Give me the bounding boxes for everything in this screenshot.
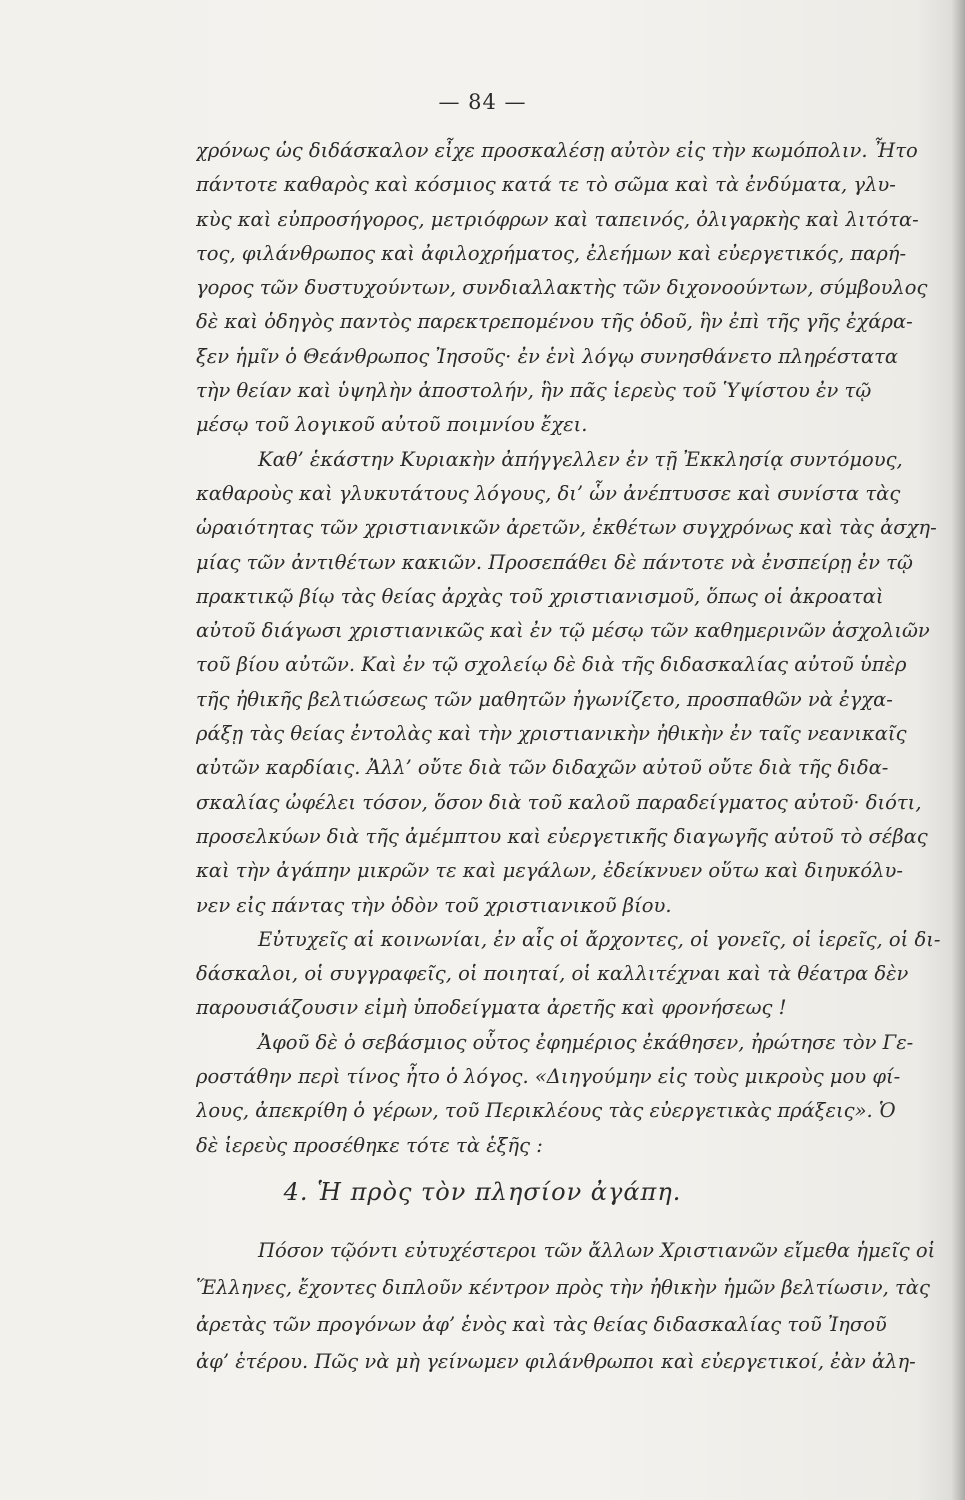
text-line: ράξῃ τὰς θείας ἐντολὰς καὶ τὴν χριστιανικὴν ἠθικὴν ἐν ταῖς νεανικαῖς — [196, 722, 907, 746]
text-line: αὐτῶν καρδίαις. Ἀλλ’ οὔτε διὰ τῶν διδαχῶν αὐτοῦ οὔτε διὰ τῆς διδα- — [196, 756, 889, 780]
text-line: Καθ’ ἑκάστην Κυριακὴν ἀπήγγελλεν ἐν τῇ Ἐκκλησίᾳ συντόμους, — [258, 447, 903, 471]
text-line: νεν εἰς πάντας τὴν ὁδὸν τοῦ χριστιανικοῦ βίου. — [196, 893, 672, 917]
section-body-text — [196, 1232, 956, 1380]
text-line: προσελκύων διὰ τῆς ἀμέμπτου καὶ εὐεργετικῆς διαγωγῆς αὐτοῦ τὸ σέβας — [196, 824, 928, 848]
page-number: — 84 — — [438, 90, 527, 114]
text-line: ξεν ἡμῖν ὁ Θεάνθρωπος Ἰησοῦς· ἐν ἑνὶ λόγῳ συνησθάνετο πληρέστατα — [196, 344, 899, 368]
text-line: καθαροὺς καὶ γλυκυτάτους λόγους, δι’ ὧν ἀνέπτυσσε καὶ συνίστα τὰς — [196, 481, 901, 505]
text-line: Ἀφοῦ δὲ ὁ σεβάσμιος οὗτος ἐφημέριος ἐκάθησεν, ἠρώτησε τὸν Γε- — [258, 1030, 914, 1054]
text-line: τος, φιλάνθρωπος καὶ ἀφιλοχρήματος, ἐλεήμων καὶ εὐεργετικός, παρή- — [196, 241, 907, 265]
text-line: τῆς ἠθικῆς βελτιώσεως τῶν μαθητῶν ἠγωνίζετο, προσπαθῶν νὰ ἐγχα- — [196, 687, 893, 711]
text-line: Πόσον τῷόντι εὐτυχέστεροι τῶν ἄλλων Χριστιανῶν εἴμεθα ἡμεῖς οἱ — [258, 1239, 936, 1262]
text-line: Ἕλληνες, ἔχοντες διπλοῦν κέντρον πρὸς τὴν ἠθικὴν ἡμῶν βελτίωσιν, τὰς — [196, 1276, 930, 1299]
text-line: πρακτικῷ βίῳ τὰς θείας ἀρχὰς τοῦ χριστιανισμοῦ, ὅπως οἱ ἀκροαταὶ — [196, 584, 884, 608]
text-line: κὺς καὶ εὐπροσήγορος, μετριόφρων καὶ ταπεινός, ὀλιγαρκὴς καὶ λιτότα- — [196, 207, 919, 231]
text-line: λους, ἀπεκρίθη ὁ γέρων, τοῦ Περικλέους τὰς εὐεργετικὰς πράξεις». Ὁ — [196, 1099, 896, 1123]
text-line: γορος τῶν δυστυχούντων, συνδιαλλακτὴς τῶν διχονοούντων, σύμβουλος — [196, 276, 928, 300]
text-line: μίας τῶν ἀντιθέτων κακιῶν. Προσεπάθει δὲ πάντοτε νὰ ἐνσπείρῃ ἐν τῷ — [196, 550, 913, 574]
text-line: δὲ καὶ ὁδηγὸς παντὸς παρεκτρεπομένου τῆς ὁδοῦ, ἣν ἐπὶ τῆς γῆς ἐχάρα- — [196, 310, 913, 334]
text-line: πάντοτε καθαρὸς καὶ κόσμιος κατά τε τὸ σῶμα καὶ τὰ ἐνδύματα, γλυ- — [196, 173, 896, 197]
text-line: ἀφ’ ἑτέρου. Πῶς νὰ μὴ γείνωμεν φιλάνθρωποι καὶ εὐεργετικοί, ἐὰν ἀλη- — [196, 1350, 916, 1373]
text-line: τοῦ βίου αὐτῶν. Καὶ ἐν τῷ σχολείῳ δὲ διὰ τῆς διδασκαλίας αὐτοῦ ὑπὲρ — [196, 653, 907, 677]
text-line: καὶ τὴν ἀγάπην μικρῶν τε καὶ μεγάλων, ἐδείκνυεν οὕτω καὶ διηυκόλυ- — [196, 859, 903, 883]
text-line: Εὐτυχεῖς αἱ κοινωνίαι, ἐν αἷς οἱ ἄρχοντες, οἱ γονεῖς, οἱ ἱερεῖς, οἱ δι- — [258, 927, 941, 951]
text-line: σκαλίας ὠφέλει τόσον, ὅσον διὰ τοῦ καλοῦ παραδείγματος αὐτοῦ· διότι, — [196, 790, 922, 814]
text-line: μέσῳ τοῦ λογικοῦ αὐτοῦ ποιμνίου ἔχει. — [196, 413, 588, 437]
text-line: τὴν θείαν καὶ ὑψηλὴν ἀποστολήν, ἣν πᾶς ἱερεὺς τοῦ Ὑψίστου ἐν τῷ — [196, 379, 872, 403]
text-line: δάσκαλοι, οἱ συγγραφεῖς, οἱ ποιηταί, οἱ καλλιτέχναι καὶ τὰ θέατρα δὲν — [196, 962, 909, 986]
body-text — [196, 134, 956, 1163]
text-line: ὡραιότητας τῶν χριστιανικῶν ἀρετῶν, ἐκθέτων συγχρόνως καὶ τὰς ἀσχη- — [196, 516, 937, 540]
text-line: αὐτοῦ διάγωσι χριστιανικῶς καὶ ἐν τῷ μέσῳ τῶν καθημερινῶν ἀσχολιῶν — [196, 619, 930, 643]
section-heading: 4. Ἡ πρὸς τὸν πλησίον ἀγάπη. — [283, 1178, 682, 1206]
text-line: χρόνως ὡς διδάσκαλον εἶχε προσκαλέσῃ αὐτὸν εἰς τὴν κωμόπολιν. Ἦτο — [196, 139, 918, 162]
text-line: ἀρετὰς τῶν προγόνων ἀφ’ ἑνὸς καὶ τὰς θείας διδασκαλίας τοῦ Ἰησοῦ — [196, 1313, 887, 1336]
text-line: παρουσιάζουσιν εἰμὴ ὑποδείγματα ἀρετῆς καὶ φρονήσεως ! — [196, 996, 787, 1020]
text-line: ροστάθην περὶ τίνος ἦτο ὁ λόγος. «Διηγούμην εἰς τοὺς μικροὺς μου φί- — [196, 1065, 901, 1089]
text-line: δὲ ἱερεὺς προσέθηκε τότε τὰ ἑξῆς : — [196, 1133, 543, 1157]
